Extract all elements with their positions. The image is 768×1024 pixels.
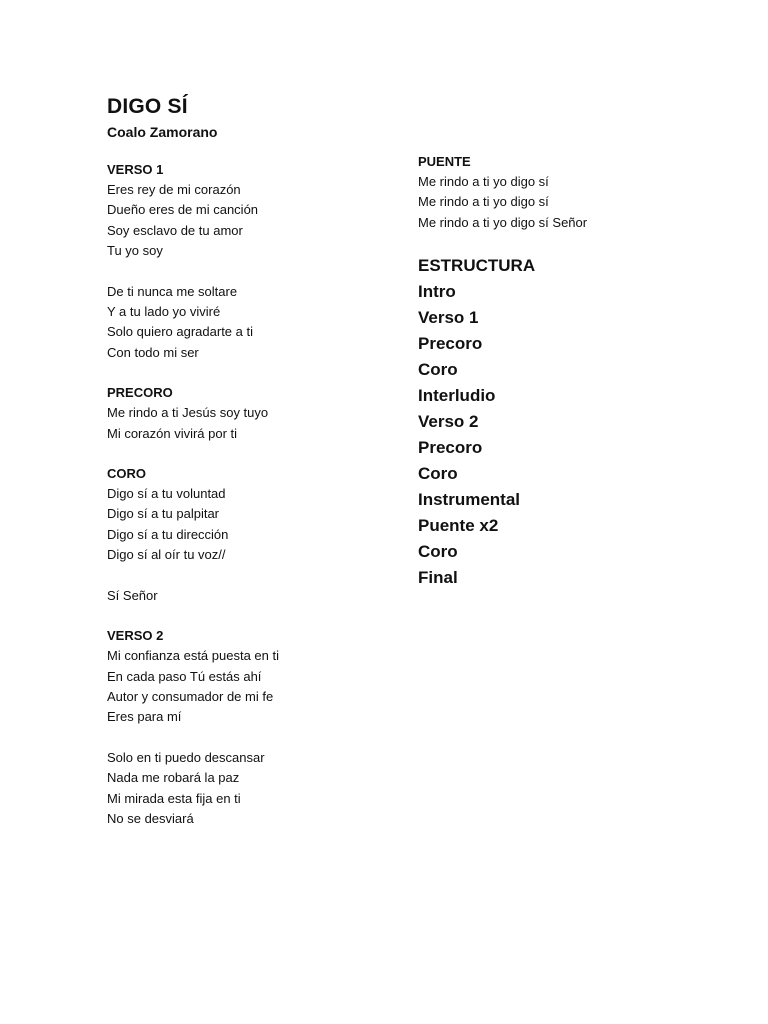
structure-item: Final: [418, 568, 458, 588]
lyric-line: En cada paso Tú estás ahí: [107, 668, 262, 684]
lyric-line: Mi corazón vivirá por ti: [107, 425, 238, 441]
verse-2-label: VERSO 2: [107, 628, 164, 644]
structure-item: Puente x2: [418, 516, 499, 536]
coro-label: CORO: [107, 466, 146, 482]
structure-title: ESTRUCTURA: [418, 256, 536, 276]
lyric-line: Con todo mi ser: [107, 344, 199, 360]
song-title: DIGO SÍ: [107, 95, 188, 118]
coro-stanza: [107, 484, 407, 566]
structure-item: Coro: [418, 542, 458, 562]
lyric-line: Digo sí a tu voluntad: [107, 486, 226, 502]
verse-1-label: VERSO 1: [107, 162, 164, 177]
lyric-line: Eres para mí: [107, 709, 182, 725]
structure-section: [418, 253, 738, 591]
structure-item: Intro: [418, 282, 456, 302]
verse-2-section: [107, 626, 407, 829]
coro-tag: Sí Señor: [107, 587, 158, 603]
lyric-line: Digo sí a tu palpitar: [107, 506, 220, 522]
structure-item: Precoro: [418, 438, 483, 458]
lyric-line: Me rindo a ti yo digo sí: [418, 174, 549, 189]
lyric-line: De ti nunca me soltare: [107, 283, 238, 299]
lyric-line: Digo sí al oír tu voz//: [107, 547, 226, 563]
verse-2-stanza-2: [107, 748, 407, 830]
song-artist: Coalo Zamorano: [107, 124, 218, 140]
lyric-line: Autor y consumador de mi fe: [107, 688, 274, 704]
lyric-line: Y a tu lado yo viviré: [107, 304, 221, 320]
structure-item: Interludio: [418, 386, 496, 406]
lyric-line: Soy esclavo de tu amor: [107, 222, 243, 238]
lyric-line: Me rindo a ti yo digo sí: [418, 194, 549, 210]
lyric-line: Nada me robará la paz: [107, 770, 240, 786]
lyric-line: Me rindo a ti yo digo sí Señor: [418, 214, 588, 230]
structure-item: Verso 2: [418, 412, 479, 432]
structure-item: Coro: [418, 360, 458, 380]
right-column: [418, 152, 738, 591]
lyric-line: Me rindo a ti Jesús soy tuyo: [107, 405, 269, 421]
verse-1-stanza-1: [107, 180, 407, 262]
lyric-line: No se desviará: [107, 810, 194, 826]
lyric-line: Mi confianza está puesta en ti: [107, 648, 279, 664]
lyric-line: Digo sí a tu dirección: [107, 526, 229, 542]
lyric-line: Solo quiero agradarte a ti: [107, 324, 253, 340]
lyric-line: Tu yo soy: [107, 243, 163, 259]
puente-label: PUENTE: [418, 154, 471, 169]
structure-item: Verso 1: [418, 308, 479, 328]
verse-1-stanza-2: [107, 282, 407, 364]
structure-item: Precoro: [418, 334, 483, 354]
verse-1-section: [107, 160, 407, 363]
lyric-line: Eres rey de mi corazón: [107, 182, 241, 197]
lyric-line: Mi mirada esta fija en ti: [107, 790, 241, 806]
lyric-line: Solo en ti puedo descansar: [107, 749, 265, 765]
verse-2-stanza-1: [107, 646, 407, 728]
coro-section: [107, 464, 407, 606]
lyric-line: Dueño eres de mi canción: [107, 202, 259, 218]
puente-section: [418, 152, 738, 233]
left-column: [107, 92, 407, 849]
precoro-label: PRECORO: [107, 385, 173, 401]
structure-item: Coro: [418, 464, 458, 484]
structure-item: Instrumental: [418, 490, 521, 510]
precoro-section: [107, 383, 407, 444]
